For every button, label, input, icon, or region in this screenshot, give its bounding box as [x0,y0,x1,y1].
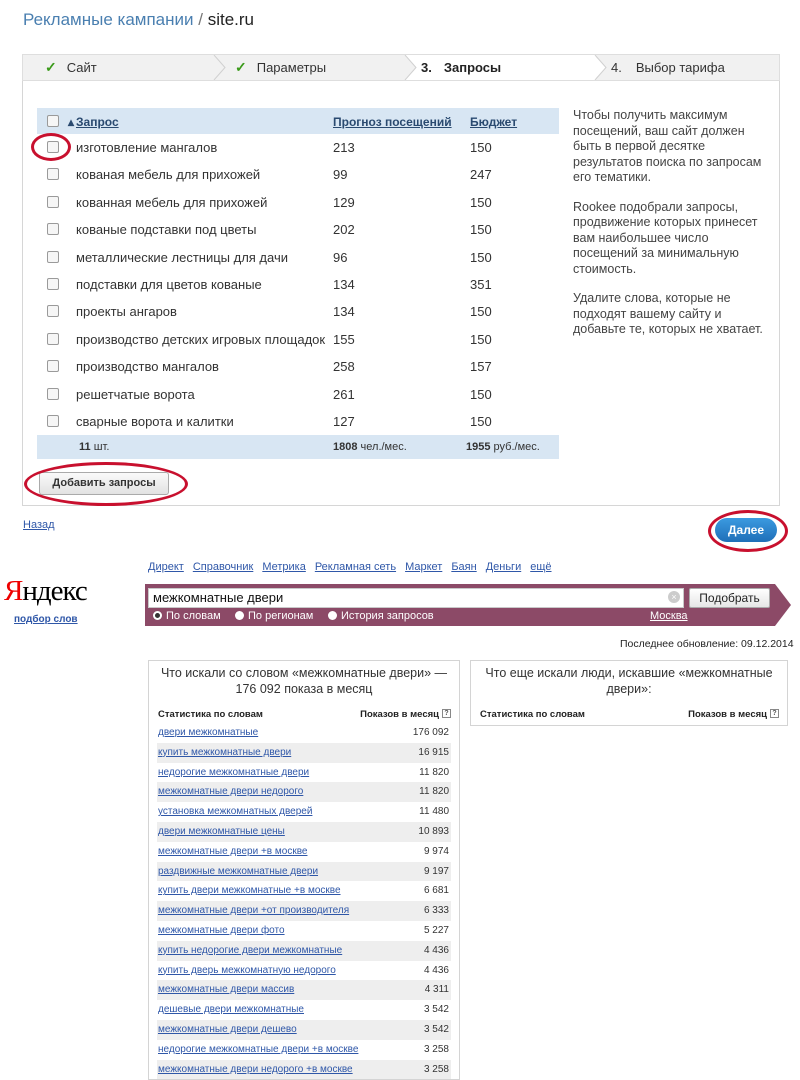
words-stats-header [157,705,451,723]
shows-count: 6 333 [423,905,449,917]
row-checkbox[interactable] [47,305,59,317]
nav-link[interactable]: Деньги [485,561,522,573]
list-item [157,881,451,901]
query-text: решетчатые ворота [76,386,195,402]
phrase-link[interactable]: межкомнатные двери недорого +в москве [158,1063,353,1075]
nav-link[interactable]: Рекламная сеть [314,561,397,573]
phrase-link[interactable]: межкомнатные двери массив [158,984,295,996]
row-checkbox[interactable] [47,168,59,180]
list-item [157,782,451,802]
list-item [157,862,451,882]
table-row [37,244,559,271]
shows-count: 9 197 [423,865,449,877]
step-site[interactable] [45,55,97,80]
highlight-ring-checkbox [31,133,71,161]
phrase-link[interactable]: раздвижные межкомнатные двери [158,865,319,877]
phrase-link[interactable]: межкомнатные двери +от производителя [158,905,350,917]
list-item [157,743,451,763]
phrase-link[interactable]: межкомнатные двери недорого [158,786,304,798]
checkmark-icon: ✓ [235,59,247,75]
list-item [157,842,451,862]
breadcrumb-separator: / [198,10,203,29]
forecast-value: 129 [333,194,355,210]
query-text: кованые подставки под цветы [76,222,257,238]
yandex-services-nav [148,561,561,573]
shows-count: 16 915 [418,746,449,758]
budget-value: 150 [470,222,492,238]
list-item [157,822,451,842]
step-queries[interactable] [421,55,501,80]
table-row [37,161,559,188]
help-icon[interactable]: ? [770,709,779,718]
phrase-link[interactable]: купить недорогие двери межкомнатные [158,944,343,956]
list-item [157,1000,451,1020]
forecast-value: 213 [333,140,355,155]
shows-count: 10 893 [418,825,449,837]
highlight-ring-add-button [24,462,188,506]
query-text: кованная мебель для прихожей [76,194,268,210]
forecast-value: 134 [333,276,355,292]
hint-paragraph: Чтобы получить максимум посещений, ваш сайт должен быть в первой десятке результатов поиска по запросам его тематики. [573,108,762,184]
step-chevron-icon [404,55,418,80]
add-queries-button[interactable]: Добавить запросы [39,472,169,495]
header-forecast[interactable]: Прогноз посещений [333,115,452,129]
nav-link[interactable]: Баян [451,561,477,573]
list-item [157,723,451,743]
phrase-link[interactable]: двери межкомнатные цены [158,825,285,837]
row-checkbox[interactable] [47,196,59,208]
phrase-link[interactable]: недорогие межкомнатные двери +в москве [158,1043,359,1055]
table-body [37,134,559,435]
list-item [157,961,451,981]
table-row [37,381,559,408]
footer-budget: 1955 руб./мес. [466,441,540,454]
forecast-value: 127 [333,413,355,429]
nav-link[interactable]: Директ [148,561,184,573]
phrase-link[interactable]: купить дверь межкомнатную недорого [158,964,336,976]
query-text: сварные ворота и калитки [76,413,234,429]
table-row [37,271,559,298]
back-link[interactable]: Назад [23,519,55,531]
step-label: Сайт [66,60,97,75]
forecast-value: 258 [333,359,355,375]
list-item [157,1040,451,1060]
forecast-value: 202 [333,222,355,238]
forecast-value: 261 [333,386,355,402]
radio-by-words[interactable]: По словам [153,610,221,622]
budget-value: 157 [470,359,492,375]
shows-count: 3 258 [423,1063,449,1075]
step-tariff[interactable] [611,55,725,80]
row-checkbox[interactable] [47,223,59,235]
sort-arrow-icon: ▴ [68,115,75,129]
list-item [157,921,451,941]
help-icon[interactable]: ? [442,709,451,718]
table-row [37,326,559,353]
nav-link[interactable]: ещё [530,561,552,573]
associations-header [479,705,779,723]
nav-link[interactable]: Маркет [405,561,443,573]
query-text: кованая мебель для прихожей [76,167,261,183]
table-row [37,134,559,161]
words-stats-rows [149,723,459,1079]
select-all-checkbox[interactable] [47,115,59,127]
search-input[interactable]: межкомнатные двери [148,588,684,608]
shows-count: 4 436 [423,964,449,976]
col-shows: Показов в месяц [688,709,767,720]
list-item [157,802,451,822]
forecast-value: 99 [333,167,348,183]
budget-value: 351 [470,276,492,292]
table-header [37,108,559,134]
nav-link[interactable]: Метрика [262,561,306,573]
row-checkbox[interactable] [47,388,59,400]
words-stats-title: Что искали со словом «межкомнатные двери» — 176 092 показа в месяц [160,666,448,696]
phrase-link[interactable]: установка межкомнатных дверей [158,806,313,818]
list-item [157,980,451,1000]
shows-count: 11 820 [419,766,449,778]
budget-value: 150 [470,140,492,155]
associations-box [470,660,788,726]
step-label: Выбор тарифа [635,60,725,75]
row-checkbox[interactable] [47,360,59,372]
radio-icon [328,611,337,620]
query-text: подставки для цветов кованые [76,276,262,292]
list-item [157,1020,451,1040]
wordstat-link[interactable]: подбор слов [14,614,78,625]
list-item [157,901,451,921]
shows-count: 176 092 [412,727,449,738]
list-item [157,763,451,783]
step-chevron-icon [213,55,227,80]
list-item [157,941,451,961]
phrase-link[interactable]: дешевые двери межкомнатные [158,1004,304,1016]
budget-value: 150 [470,304,492,320]
query-text: изготовление мангалов [76,140,218,155]
breadcrumb [23,10,254,30]
radio-history[interactable]: История запросов [328,610,434,622]
radio-by-regions[interactable]: По регионам [235,610,313,622]
budget-value: 150 [470,249,492,265]
list-item [157,1060,451,1080]
phrase-link[interactable]: межкомнатные двери +в москве [158,845,308,857]
query-text: проекты ангаров [76,304,177,320]
step-label: Параметры [256,60,327,75]
header-query[interactable]: Запрос [76,115,119,129]
row-checkbox[interactable] [47,415,59,427]
forecast-value: 155 [333,331,355,347]
query-text: производство детских игровых площадок [76,331,326,347]
wizard-steps [22,54,780,81]
queries-table [37,108,559,459]
query-text: производство мангалов [76,359,219,375]
table-row [37,298,559,325]
checkmark-icon: ✓ [45,59,57,75]
highlight-ring-next-button [708,510,788,552]
nav-link[interactable]: Справочник [192,561,254,573]
shows-count: 11 820 [419,786,449,798]
forecast-value: 134 [333,304,355,320]
next-button[interactable]: Далее [715,518,777,542]
table-footer [37,435,559,459]
words-stats-box [148,660,460,1080]
step-parameters[interactable] [235,55,326,80]
col-words: Статистика по словам [480,709,585,720]
associations-title: Что еще искали люди, искавшие «межкомнатные двери»: [485,666,773,696]
last-update: Последнее обновление: 09.12.2014 [620,638,794,650]
header-budget[interactable]: Бюджет [470,115,518,129]
shows-count: 3 542 [423,1023,449,1035]
table-row [37,216,559,243]
row-checkbox[interactable] [47,278,59,290]
col-words: Статистика по словам [158,709,263,720]
budget-value: 150 [470,331,492,347]
budget-value: 150 [470,194,492,210]
shows-count: 6 681 [423,885,449,897]
search-button[interactable]: Подобрать [689,588,770,608]
row-checkbox[interactable] [47,251,59,263]
phrase-link[interactable]: купить межкомнатные двери [158,746,292,758]
clear-icon[interactable]: × [668,591,680,603]
hint-text [573,108,763,352]
phrase-link[interactable]: купить двери межкомнатные +в москве [158,885,341,897]
step-number: 3. [421,60,432,75]
phrase-link[interactable]: межкомнатные двери дешево [158,1023,297,1035]
shows-count: 11 480 [419,806,449,818]
breadcrumb-site: site.ru [207,10,255,29]
step-chevron-icon [594,55,608,80]
phrase-link[interactable]: недорогие межкомнатные двери [158,766,310,778]
table-row [37,353,559,380]
query-text: металлические лестницы для дачи [76,249,288,265]
phrase-link[interactable]: двери межкомнатные [158,727,259,738]
forecast-value: 96 [333,249,348,265]
footer-count: 11 шт. [79,441,110,454]
shows-count: 4 436 [423,944,449,956]
hint-paragraph: Rookee подобрали запросы, продвижение которых принесет вам наибольшее число посещений за минимальную стоимость. [573,199,758,276]
step-number: 4. [611,60,622,75]
region-link[interactable]: Москва [650,610,688,622]
phrase-link[interactable]: межкомнатные двери фото [158,924,285,936]
footer-forecast: 1808 чел./мес. [333,441,407,454]
shows-count: 3 258 [423,1043,449,1055]
budget-value: 150 [470,386,492,402]
step-label: Запросы [443,60,502,75]
shows-count: 4 311 [424,984,449,996]
search-bar-arrow [775,584,791,626]
shows-count: 5 227 [423,924,449,936]
table-row [37,189,559,216]
budget-value: 247 [470,167,492,183]
shows-count: 3 542 [423,1004,449,1016]
yandex-logo[interactable]: Яндекс [4,575,87,607]
row-checkbox[interactable] [47,333,59,345]
hint-paragraph: Удалите слова, которые не подходят вашему сайту и добавьте те, которых не хватает. [573,291,763,336]
radio-icon [235,611,244,620]
shows-count: 9 974 [423,845,449,857]
table-row [37,408,559,435]
breadcrumb-campaigns-link[interactable]: Рекламные кампании [23,10,194,29]
radio-selected-icon [153,611,162,620]
budget-value: 150 [470,413,492,429]
col-shows: Показов в месяц [360,709,439,720]
